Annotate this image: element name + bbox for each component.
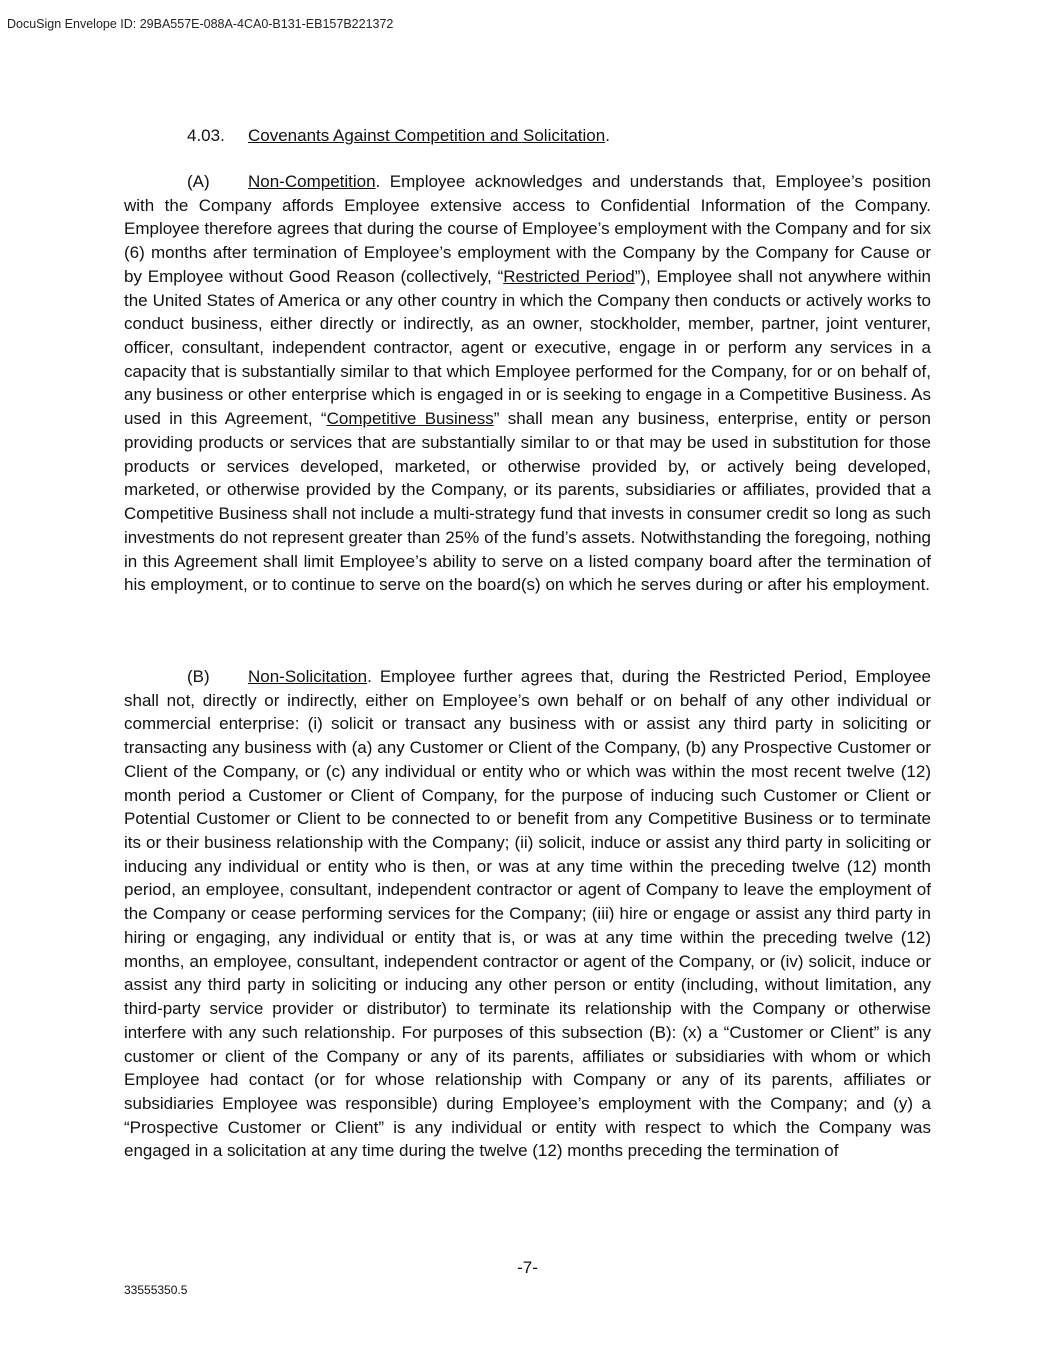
document-id: 33555350.5 <box>124 1283 188 1297</box>
section-title: Covenants Against Competition and Solicitation <box>248 126 606 145</box>
paragraph-non-competition <box>124 170 931 597</box>
para-a-text-3: ” shall mean any business, enterprise, entity or person providing products or services that are substantially similar to or that may be used in substitution for those products or services developed, marketed, or otherwise provided by, or actively being developed, marketed, or otherwise provided by the Company, or its parents, subsidiaries or affiliates, provided that a Competitive Business shall not include a multi-strategy fund that invests in consumer credit so long as such investments do not represent greater than 25% of the fund’s assets. Notwithstanding the foregoing, nothing in this Agreement shall limit Employee’s ability to serve on a listed company board after the termination of his employment, or to continue to serve on the board(s) on which he serves during or after his employment. <box>124 409 931 595</box>
para-a-label: (A) <box>187 172 210 191</box>
para-b-label: (B) <box>187 667 210 686</box>
term-restricted-period: Restricted Period <box>503 266 635 286</box>
para-b-text-1: . Employee further agrees that, during the Restricted Period, Employee shall not, directly or indirectly, either on Employee’s own behalf or on behalf of any other individual or commercial enterprise: (i) solicit or transact any business with or assist any third party in soliciting or transacting any business with (a) any Customer or Client of the Company, (b) any Prospective Customer or Client of the Company, or (c) any individual or entity who or which was within the most recent twelve (12) month period a Customer or Client of Company, for the purpose of inducing such Customer or Client or Potential Customer or Client to be connected to or benefit from any Competitive Business or to terminate its or their business relationship with the Company; (ii) solicit, induce or assist any third party in soliciting or inducing any individual or entity who is then, or was at any time within the preceding twelve (12) month period, an employee, consultant, independent contractor or agent of Company to leave the employment of the Company or cease performing services for the Company; (iii) hire or engage or assist any third party in hiring or engaging, any individual or entity that is, or was at any time within the preceding twelve (12) months, an employee, consultant, independent contractor or agent of the Company, or (iv) solicit, induce or assist any third party in soliciting or inducing any other person or entity (including, without limitation, any third-party service provider or distributor) to terminate its relationship with the Company or otherwise interfere with any such relationship. For purposes of this subsection (B): (x) a “Customer or Client” is any customer or client of the Company or any of its parents, affiliates or subsidiaries with whom or which Employee had contact (or for whose relationship with Company or any of its parents, affiliates or subsidiaries Employee was responsible) during Employee’s employment with the Company; and (y) a “Prospective Customer or Client” is any individual or entity with respect to which the Company was engaged in a solicitation at any time during the twelve (12) months preceding the termination of <box>124 667 931 1161</box>
para-b-title: Non-Solicitation <box>248 667 368 686</box>
para-a-title: Non-Competition <box>248 172 376 191</box>
section-number: 4.03. <box>187 126 225 145</box>
envelope-id: DocuSign Envelope ID: 29BA557E-088A-4CA0-B131-EB157B221372 <box>7 17 394 31</box>
paragraph-non-solicitation <box>124 665 931 1163</box>
section-heading <box>187 126 610 146</box>
para-a-text-1: . Employee acknowledges and understands that, Employee’s position with the Company affords Employee extensive access to Confidential Information of the Company. Employee therefore agrees that during the course of Employee’s employment with the Company and for six (6) months after termination of Employee’s employment with the Company by the Company for Cause or by Employee without Good Reason (collectively, “ <box>124 172 931 286</box>
term-competitive-business: Competitive Business <box>326 409 494 429</box>
page-number: -7- <box>517 1258 538 1277</box>
section-title-period: . <box>605 126 610 145</box>
para-a-text-2: ”), Employee shall not anywhere within the United States of America or any other country in which the Company then conducts or actively works to conduct business, either directly or indirectly, as an owner, stockholder, member, partner, joint venturer, officer, consultant, independent contractor, agent or executive, engage in or perform any services in a capacity that is substantially similar to that which Employee performed for the Company, for or on behalf of, any business or other enterprise which is engaged in or is seeking to engage in a Competitive Business. As used in this Agreement, “ <box>124 266 932 429</box>
